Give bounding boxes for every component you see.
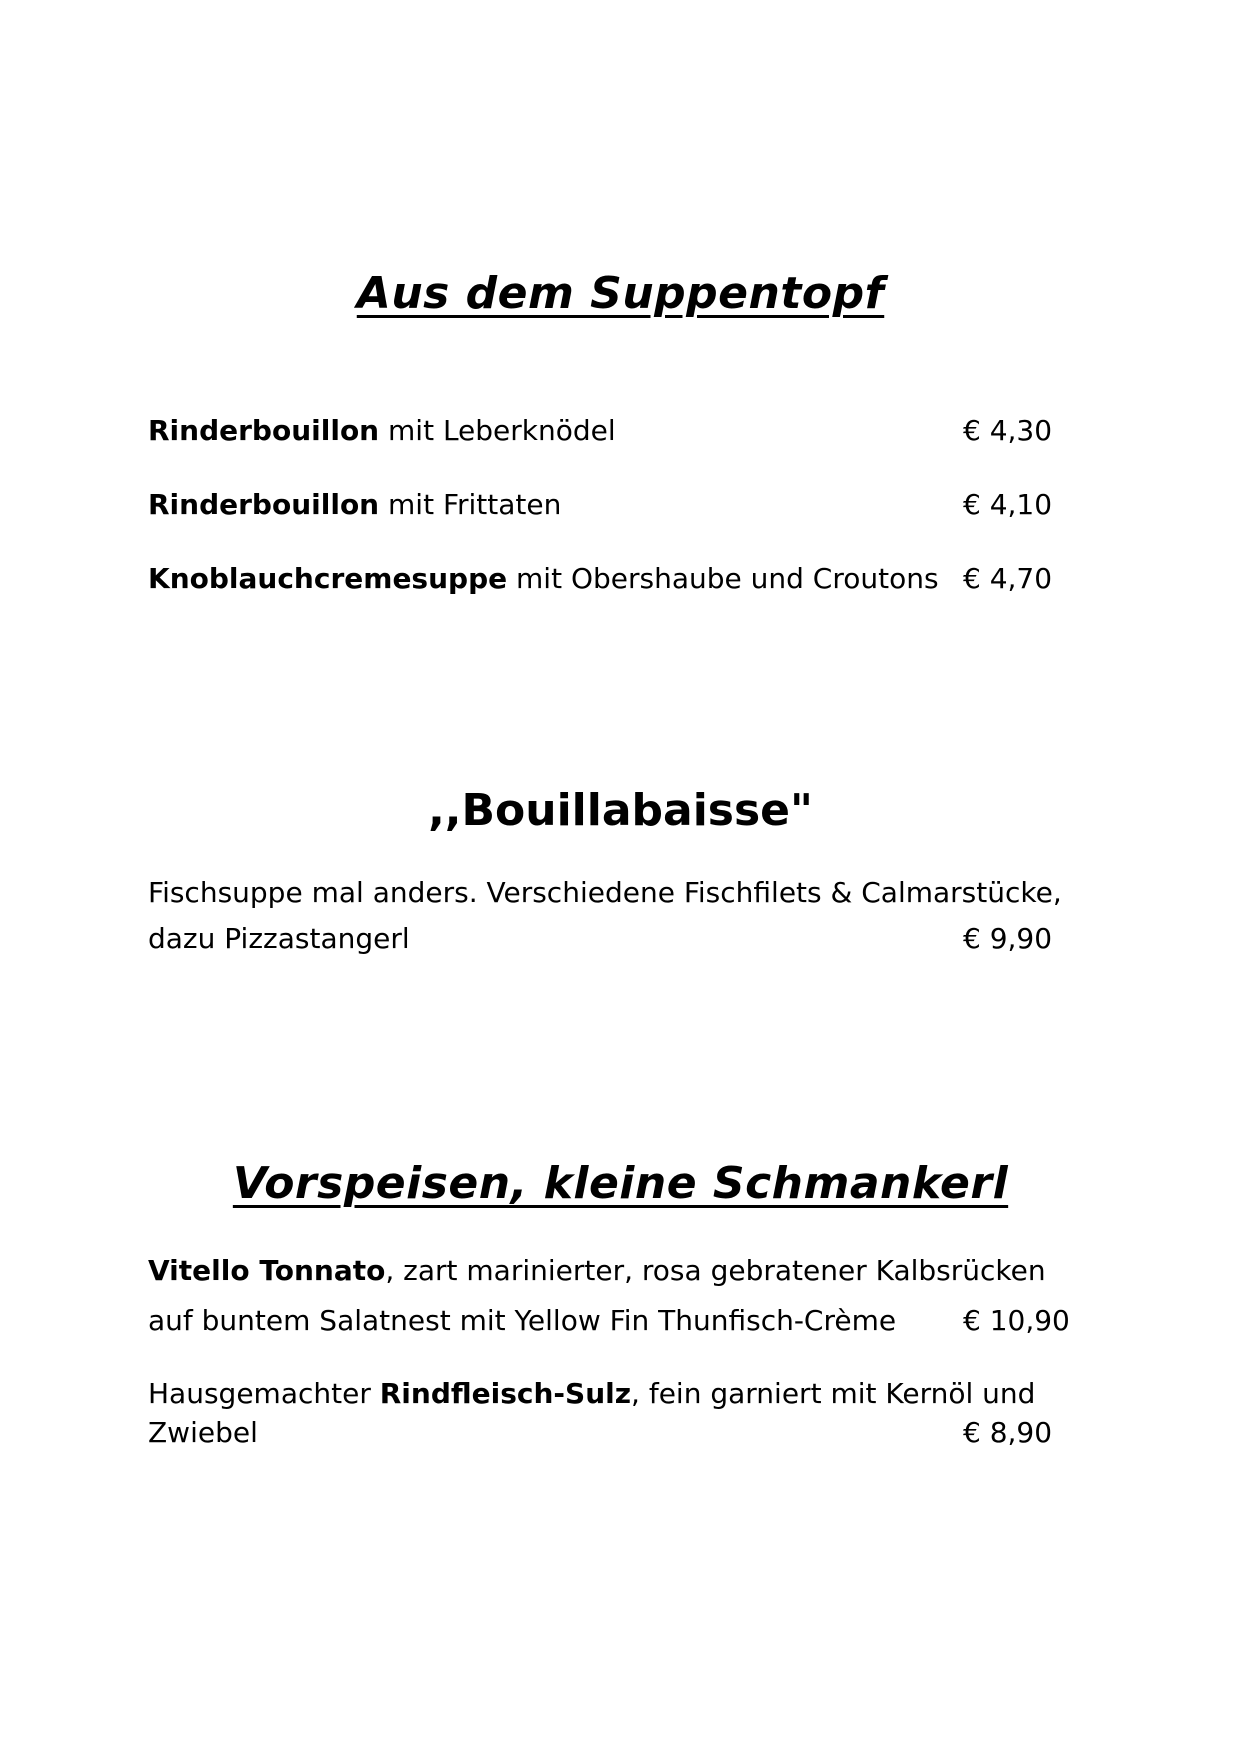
menu-item-2 [148,488,561,521]
item-name: Rinderbouillon [148,488,380,521]
section-title-suppentopf: Aus dem Suppentopf [356,268,885,319]
item-desc: , zart marinierter, rosa gebratener Kalbsrücken [385,1254,1046,1287]
section-title-bouillabaisse: ,,Bouillabaisse" [428,785,813,836]
item-price: € 10,90 [963,1304,1070,1337]
item-price: € 4,70 [963,562,1053,595]
item-name: Knoblauchcremesuppe [148,562,508,595]
item-desc: mit Obershaube und Croutons [516,562,939,595]
sulz-line1 [148,1377,1035,1410]
item-price: € 4,10 [963,488,1053,521]
item-name: Vitello Tonnato [148,1254,386,1287]
menu-item-1 [148,414,616,447]
item-price: € 9,90 [963,922,1053,955]
item-price: € 4,30 [963,414,1053,447]
bouillabaisse-desc-line2: dazu Pizzastangerl [148,922,410,955]
item-name: Rindfleisch-Sulz [379,1377,632,1410]
item-prefix: Hausgemachter [148,1377,380,1410]
item-name: Rinderbouillon [148,414,380,447]
vitello-line2: auf buntem Salatnest mit Yellow Fin Thunfisch-Crème [148,1304,897,1337]
item-price: € 8,90 [963,1416,1053,1449]
item-desc: , fein garniert mit Kernöl und [631,1377,1036,1410]
menu-item-3 [148,562,939,595]
vitello-line1 [148,1254,1046,1287]
bouillabaisse-desc-line1: Fischsuppe mal anders. Verschiedene Fischfilets & Calmarstücke, [148,876,1062,909]
item-desc: mit Frittaten [388,488,562,521]
item-desc: mit Leberknödel [388,414,616,447]
sulz-line2: Zwiebel [148,1416,258,1449]
section-title-vorspeisen: Vorspeisen, kleine Schmankerl [232,1158,1009,1209]
